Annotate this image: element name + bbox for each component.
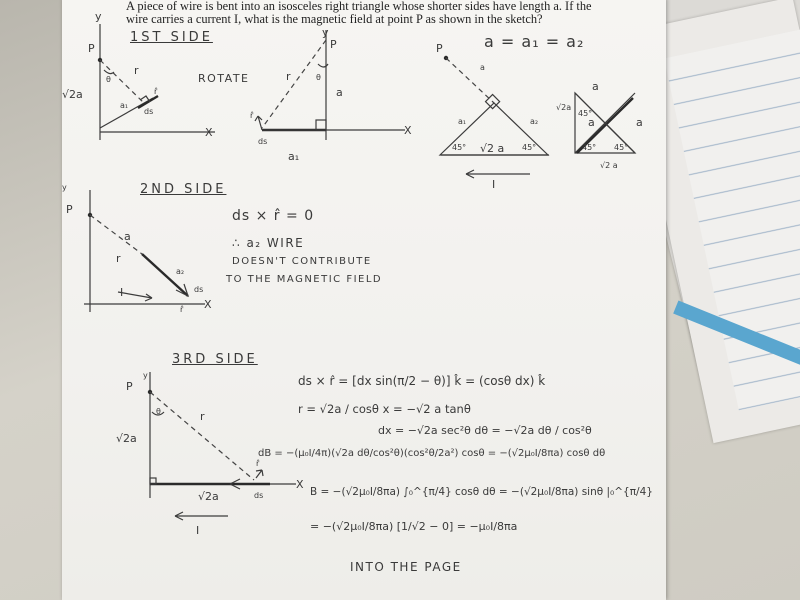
direction-into-page: INTO THE PAGE (350, 560, 462, 574)
first-rhat-label: r̂ (154, 87, 158, 96)
first-p-label: P (88, 42, 95, 55)
right-angle-2: 45° (582, 143, 597, 152)
geometry-breakdown-diagram (556, 80, 643, 170)
problem-statement: A piece of wire is bent into an isosceles right triangle whose shorter sides have length a. If the wire carries a current I, what is the magnetic field at point P as shown in the sketch? (126, 0, 592, 26)
triangle-a2-label: a₂ (530, 117, 539, 126)
right-a1-label: a (592, 80, 599, 93)
triangle-right-angle: 45° (522, 143, 537, 152)
third-x-label: X (296, 478, 304, 491)
rotated-r-label: r (286, 70, 291, 83)
first-ds-label: ds (144, 107, 154, 116)
third-eq-cross-product: ds × r̂ = [dx sin(π/2 − θ)] k̂ = (cosθ dx) k̂ (298, 374, 546, 388)
right-sqrt2a-label: √2a (556, 103, 572, 112)
first-side-diagram (62, 10, 215, 140)
third-rhat-label: r̂ (256, 459, 260, 468)
second-rhat-label: r̂ (180, 305, 184, 314)
second-side-heading: 2ND SIDE (140, 182, 227, 197)
first-y-label: y (95, 10, 102, 23)
right-angle-3: 45° (614, 143, 629, 152)
right-angle-1: 45° (578, 109, 593, 118)
right-base-label: √2 a (600, 161, 618, 170)
isosceles-triangle-diagram (436, 42, 549, 191)
rotated-theta-label: θ (316, 73, 321, 82)
third-side-heading: 3RD SIDE (172, 352, 258, 367)
triangle-p-label: P (436, 42, 443, 55)
third-sqrt2a-left: √2a (116, 432, 137, 445)
second-y-label: y (62, 183, 67, 192)
second-x-label: X (204, 298, 212, 311)
third-sqrt2a-base: √2a (198, 490, 219, 503)
second-note-magnetic-field: TO THE MAGNETIC FIELD (226, 274, 383, 285)
third-eq-db: dB = −(μ₀I/4π)(√2a dθ/cos²θ)(cos²θ/2a²) cosθ = −(√2μ₀I/8πa) cosθ dθ (258, 448, 606, 459)
first-a1-label: a₁ (120, 101, 129, 110)
third-theta-label: θ (156, 407, 161, 416)
third-ds-label: ds (254, 491, 264, 500)
triangle-a1-label: a₁ (458, 117, 467, 126)
rotated-ds-label: ds (258, 137, 268, 146)
rotated-p-label: P (330, 38, 337, 51)
third-y-label: y (143, 371, 148, 380)
first-r-label: r (134, 64, 139, 77)
second-r-label: r (116, 252, 121, 265)
third-current-label: I (196, 524, 200, 537)
third-eq-b-result: = −(√2μ₀I/8πa) [1/√2 − 0] = −μ₀I/8πa (310, 520, 518, 533)
side-length-equation: a = a₁ = a₂ (484, 32, 585, 51)
rotate-label: ROTATE (198, 72, 250, 85)
rotated-first-side-diagram (250, 26, 412, 163)
third-eq-dx: dx = −√2a sec²θ dθ = −√2a dθ / cos²θ (378, 424, 592, 437)
right-a2-label: a (636, 116, 643, 129)
first-theta-label: θ (106, 75, 111, 84)
second-note-cross-product: ds × r̂ = 0 (232, 208, 315, 224)
triangle-base-label: √2 a (480, 142, 505, 155)
rotated-x-label: X (404, 124, 412, 137)
third-p-label: P (126, 380, 133, 393)
right-a-mid-label: a (588, 116, 595, 129)
second-side-diagram (62, 183, 212, 314)
first-side-heading: 1ST SIDE (130, 30, 213, 45)
second-p-label: P (66, 203, 73, 216)
rotated-y-label: y (322, 26, 329, 39)
second-note-doesnt-contribute: DOESN'T CONTRIBUTE (232, 256, 372, 267)
first-x-label: X (205, 126, 213, 139)
second-note-a2-wire: ∴ a₂ WIRE (232, 236, 305, 250)
third-eq-b-integral: B = −(√2μ₀I/8πa) ∫₀^{π/4} cosθ dθ = −(√2μ₀I/8πa) sinθ |₀^{π/4} (310, 486, 653, 498)
second-a2-label: a₂ (176, 267, 185, 276)
triangle-current-label: I (492, 178, 496, 191)
rotated-a-label: a (336, 86, 343, 99)
second-a-label: a (124, 230, 131, 243)
second-ds-label: ds (194, 285, 204, 294)
rotated-rhat-label: r̂ (250, 111, 254, 120)
second-current-label: I (120, 286, 124, 299)
triangle-a-label: a (480, 63, 485, 72)
triangle-left-angle: 45° (452, 143, 467, 152)
third-eq-r-and-x: r = √2a / cosθ x = −√2 a tanθ (298, 402, 471, 416)
third-r-label: r (200, 410, 205, 423)
rotated-a1-label: a₁ (288, 150, 300, 163)
first-sqrt2a-label: √2a (62, 88, 83, 101)
